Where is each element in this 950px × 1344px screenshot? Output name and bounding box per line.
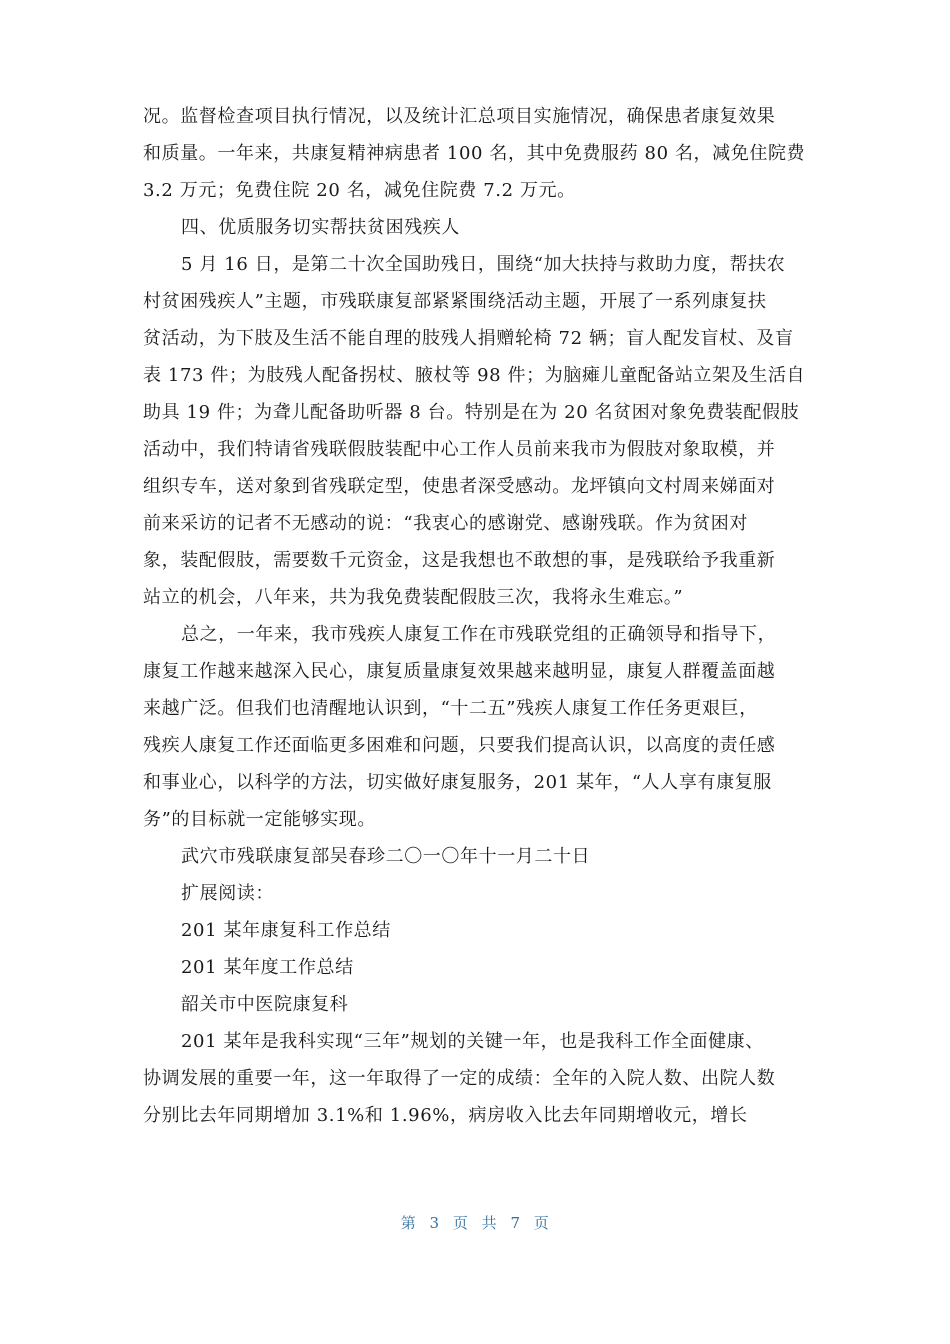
text-line: 表 173 件；为肢残人配备拐杖、腋杖等 98 件；为脑瘫儿童配备站立架及生活自 [143, 365, 806, 386]
text-line: 来越广泛。但我们也清醒地认识到，“十二五”残疾人康复工作任务更艰巨， [143, 698, 758, 719]
department-name: 韶关市中医院康复科 [181, 994, 349, 1015]
page-word: 页 [452, 1214, 469, 1232]
current-page-number: 3 [429, 1214, 440, 1232]
page-word-end: 页 [533, 1214, 550, 1232]
page-label: 第 [400, 1214, 417, 1232]
signature-line: 武穴市残联康复部吴春珍二〇一〇年十一月二十日 [181, 846, 591, 867]
text-line: 况。监督检查项目执行情况，以及统计汇总项目实施情况，确保患者康复效果 [143, 106, 776, 127]
document-body [143, 98, 809, 1134]
text-line: 总之，一年来，我市残疾人康复工作在市残联党组的正确领导和指导下， [181, 624, 777, 645]
text-line: 和质量。一年来，共康复精神病患者 100 名，其中免费服药 80 名，减免住院费 [143, 143, 806, 164]
text-line: 组织专车，送对象到省残联定型，使患者深受感动。龙坪镇向文村周来娣面对 [143, 476, 776, 497]
text-line: 协调发展的重要一年，这一年取得了一定的成绩：全年的入院人数、出院人数 [143, 1068, 776, 1089]
related-title: 201 某年康复科工作总结 [181, 920, 391, 941]
text-line: 站立的机会，八年来，共为我免费装配假肢三次，我将永生难忘。” [143, 587, 684, 608]
text-line: 村贫困残疾人”主题，市残联康复部紧紧围绕活动主题，开展了一系列康复扶 [143, 291, 767, 312]
text-line: 残疾人康复工作还面临更多困难和问题，只要我们提高认识，以高度的责任感 [143, 735, 776, 756]
text-line: 3.2 万元；免费住院 20 名，减免住院费 7.2 万元。 [143, 180, 576, 201]
section-heading: 四、优质服务切实帮扶贫困残疾人 [181, 217, 460, 238]
related-title: 201 某年度工作总结 [181, 957, 354, 978]
text-line: 活动中，我们特请省残联假肢装配中心工作人员前来我市为假肢对象取模，并 [143, 439, 776, 460]
text-line: 康复工作越来越深入民心，康复质量康复效果越来越明显，康复人群覆盖面越 [143, 661, 776, 682]
text-line: 201 某年是我科实现“三年”规划的关键一年，也是我科工作全面健康、 [181, 1031, 764, 1052]
text-line: 务”的目标就一定能够实现。 [143, 809, 377, 830]
text-line: 分别比去年同期增加 3.1%和 1.96%，病房收入比去年同期增收元，增长 [143, 1105, 748, 1126]
extended-reading-label: 扩展阅读： [181, 883, 274, 904]
total-label: 共 [481, 1214, 498, 1232]
text-line: 和事业心，以科学的方法，切实做好康复服务，201 某年，“人人享有康复服 [143, 772, 772, 793]
text-line: 前来采访的记者不无感动的说：“我衷心的感谢党、感谢残联。作为贫困对 [143, 513, 748, 534]
text-line: 助具 19 件；为聋儿配备助听器 8 台。特别是在为 20 名贫困对象免费装配假肢 [143, 402, 800, 423]
page-footer [0, 1212, 950, 1233]
text-line: 贫活动，为下肢及生活不能自理的肢残人捐赠轮椅 72 辆；盲人配发盲杖、及盲 [143, 328, 794, 349]
text-line: 5 月 16 日，是第二十次全国助残日，围绕“加大扶持与救助力度，帮扶农 [181, 254, 786, 275]
text-line: 象，装配假肢，需要数千元资金，这是我想也不敢想的事，是残联给予我重新 [143, 550, 776, 571]
total-pages-number: 7 [510, 1214, 521, 1232]
